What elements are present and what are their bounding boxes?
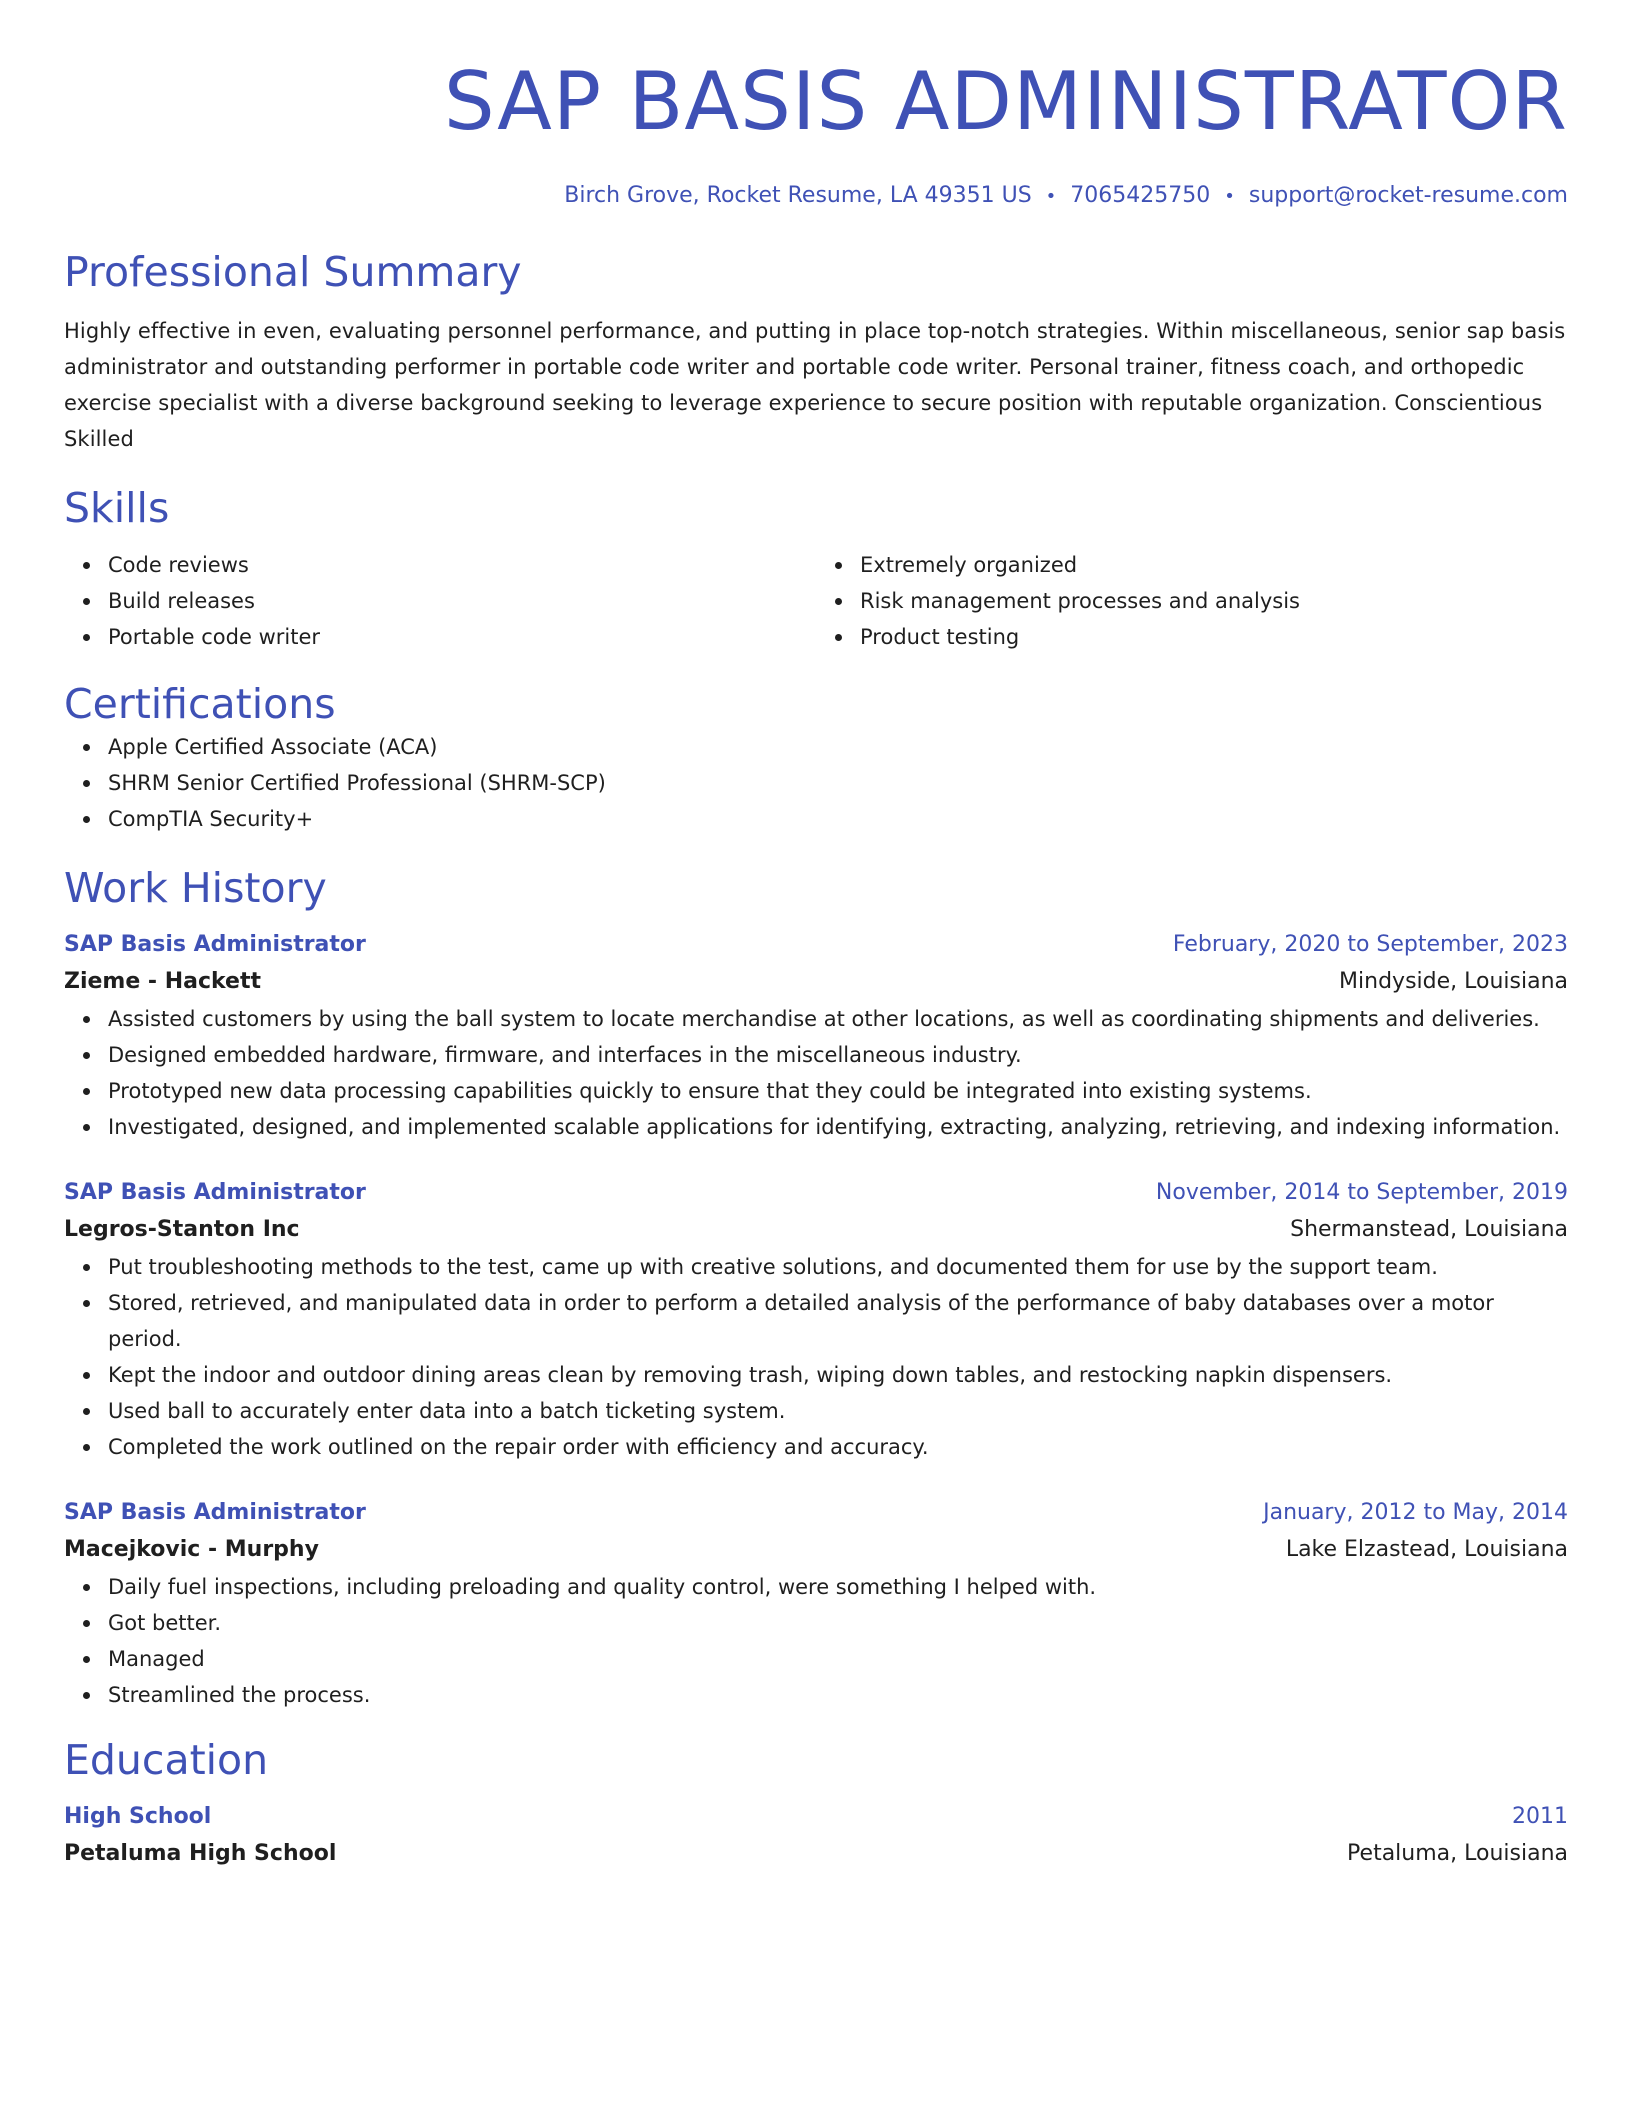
job-bullets [64,1001,1568,1145]
job-title-row [64,1495,1568,1531]
summary-text: Highly effective in even, evaluating personnel performance, and putting in place top-notch strategies. Within miscellaneous, senior sap basis administrator and outstanding performer in portable code writer and portable code writer. Personal trainer, fitness coach, and orthopedic exercise specialist with a diverse background seeking to leverage experience to secure position with reputable organization. Conscientious Skilled [64,319,1566,451]
skills-heading: Skills [64,484,170,532]
education-school-row [64,1835,1568,1873]
job-company-row [64,1211,1568,1249]
job-bullet: Daily fuel inspections, including preloading and quality control, were something I helped with. [108,1569,1568,1605]
job-bullet: Used ball to accurately enter data into a batch ticketing system. [108,1393,1568,1429]
contact-address: Birch Grove, Rocket Resume, LA 49351 US [564,183,1032,208]
job-bullets [64,1249,1568,1465]
job-dates: November, 2014 to September, 2019 [1155,1180,1568,1205]
resume-header [64,52,1568,211]
job-entry [64,1175,1568,1465]
job-dates: January, 2012 to May, 2014 [1263,1500,1568,1525]
job-company: Macejkovic - Murphy [64,1537,319,1562]
education-entry [64,1799,1568,1873]
candidate-name: SAP BASIS ADMINISTRATOR [443,55,1568,148]
skill-item: Portable code writer [108,619,816,655]
job-bullet: Streamlined the process. [108,1677,1568,1713]
work-history-heading: Work History [64,864,327,912]
skill-item: Extremely organized [860,547,1568,583]
skill-item: Build releases [108,583,816,619]
job-title: SAP Basis Administrator [64,1500,366,1525]
job-title-row [64,1175,1568,1211]
skill-item: Code reviews [108,547,816,583]
education-degree: High School [64,1804,212,1829]
education-degree-row [64,1799,1568,1835]
job-bullet: Kept the indoor and outdoor dining areas clean by removing trash, wiping down tables, and restocking napkin dispensers. [108,1357,1568,1393]
job-company: Zieme - Hackett [64,969,262,994]
job-bullet: Investigated, designed, and implemented scalable applications for identifying, extracting, analyzing, retrieving, and indexing information. [108,1109,1568,1145]
job-bullet: Designed embedded hardware, firmware, and interfaces in the miscellaneous industry. [108,1037,1568,1073]
skill-item: Risk management processes and analysis [860,583,1568,619]
skills-list-right [816,547,1568,655]
job-bullet: Put troubleshooting methods to the test, came up with creative solutions, and documented them for use by the support team. [108,1249,1568,1285]
skill-item: Product testing [860,619,1568,655]
certifications-list [64,729,1568,837]
job-entry [64,1495,1568,1713]
skills-list-left [64,547,816,655]
skills-grid [64,547,1568,655]
job-title-row [64,927,1568,963]
contact-separator: • [1224,186,1235,207]
education-school: Petaluma High School [64,1841,337,1866]
job-company-row [64,1531,1568,1569]
certification-item: SHRM Senior Certified Professional (SHRM-SCP) [108,765,1568,801]
job-dates: February, 2020 to September, 2023 [1172,932,1568,957]
job-entry [64,927,1568,1145]
contact-phone: 7065425750 [1070,183,1211,208]
job-company: Legros-Stanton Inc [64,1217,300,1242]
job-bullet: Stored, retrieved, and manipulated data in order to perform a detailed analysis of the performance of baby databases over a motor period. [108,1285,1568,1357]
job-bullet: Got better. [108,1605,1568,1641]
certifications-heading: Certifications [64,680,336,728]
certification-item: CompTIA Security+ [108,801,1568,837]
certification-item: Apple Certified Associate (ACA) [108,729,1568,765]
job-location: Shermanstead, Louisiana [1290,1217,1568,1242]
job-company-row [64,963,1568,1001]
education-year: 2011 [1512,1804,1568,1829]
contact-email: support@rocket-resume.com [1248,183,1568,208]
job-bullet: Managed [108,1641,1568,1677]
job-location: Lake Elzastead, Louisiana [1285,1537,1568,1562]
education-location: Petaluma, Louisiana [1347,1841,1568,1866]
job-title: SAP Basis Administrator [64,932,366,957]
job-title: SAP Basis Administrator [64,1180,366,1205]
summary-heading: Professional Summary [64,248,522,296]
education-heading: Education [64,1736,269,1784]
job-bullets [64,1569,1568,1713]
job-bullet: Assisted customers by using the ball system to locate merchandise at other locations, as well as coordinating shipments and deliveries. [108,1001,1568,1037]
job-bullet: Completed the work outlined on the repair order with efficiency and accuracy. [108,1429,1568,1465]
job-bullet: Prototyped new data processing capabilities quickly to ensure that they could be integrated into existing systems. [108,1073,1568,1109]
contact-separator: • [1045,186,1057,207]
job-location: Mindyside, Louisiana [1339,969,1568,994]
contact-line [64,182,1568,211]
